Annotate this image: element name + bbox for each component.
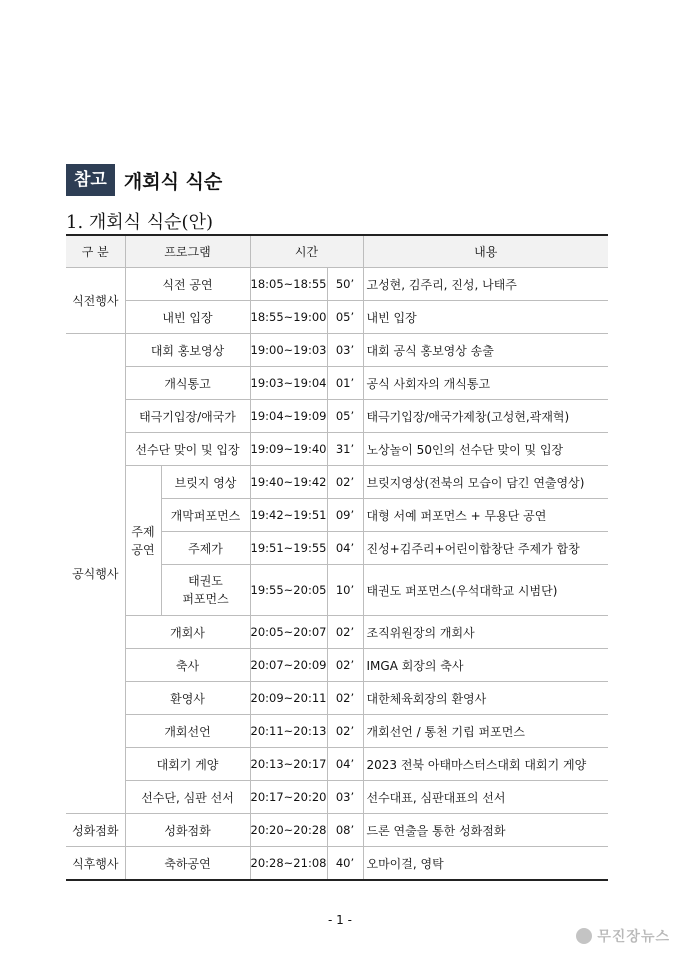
time-cell: 19:42~19:51 bbox=[250, 499, 327, 532]
program-cell: 대회기 게양 bbox=[125, 748, 250, 781]
content-cell: 태극기입장/애국가제창(고성현,곽재혁) bbox=[363, 400, 608, 433]
time-cell: 19:03~19:04 bbox=[250, 367, 327, 400]
program-cell: 개식통고 bbox=[125, 367, 250, 400]
header-time: 시간 bbox=[250, 235, 363, 268]
time-cell: 20:13~20:17 bbox=[250, 748, 327, 781]
category-cell: 공식행사 bbox=[66, 334, 125, 814]
program-cell: 식전 공연 bbox=[125, 268, 250, 301]
duration-cell: 01’ bbox=[327, 367, 363, 400]
content-cell: 오마이걸, 영탁 bbox=[363, 847, 608, 881]
header-category: 구 분 bbox=[66, 235, 125, 268]
duration-cell: 03’ bbox=[327, 334, 363, 367]
time-cell: 19:55~20:05 bbox=[250, 565, 327, 616]
table-row bbox=[66, 814, 608, 847]
reference-badge: 참고 bbox=[66, 164, 115, 196]
time-cell: 19:51~19:55 bbox=[250, 532, 327, 565]
content-cell: 개회선언 / 통천 기립 퍼포먼스 bbox=[363, 715, 608, 748]
table-row bbox=[66, 334, 608, 367]
duration-cell: 10’ bbox=[327, 565, 363, 616]
ceremony-schedule-table bbox=[66, 234, 608, 881]
time-cell: 19:04~19:09 bbox=[250, 400, 327, 433]
time-cell: 19:09~19:40 bbox=[250, 433, 327, 466]
time-cell: 20:07~20:09 bbox=[250, 649, 327, 682]
table-row bbox=[66, 433, 608, 466]
content-cell: 조직위원장의 개회사 bbox=[363, 616, 608, 649]
duration-cell: 08’ bbox=[327, 814, 363, 847]
program-cell: 선수단 맞이 및 입장 bbox=[125, 433, 250, 466]
table-row bbox=[66, 616, 608, 649]
table-row bbox=[66, 649, 608, 682]
program-cell: 주제가 bbox=[161, 532, 250, 565]
duration-cell: 02’ bbox=[327, 466, 363, 499]
time-cell: 20:20~20:28 bbox=[250, 814, 327, 847]
program-cell: 축사 bbox=[125, 649, 250, 682]
time-cell: 20:28~21:08 bbox=[250, 847, 327, 881]
duration-cell: 31’ bbox=[327, 433, 363, 466]
time-cell: 20:05~20:07 bbox=[250, 616, 327, 649]
content-cell: 고성현, 김주리, 진성, 나태주 bbox=[363, 268, 608, 301]
section-header bbox=[66, 164, 222, 196]
duration-cell: 02’ bbox=[327, 649, 363, 682]
table-row bbox=[66, 400, 608, 433]
header-content: 내용 bbox=[363, 235, 608, 268]
table-row bbox=[66, 748, 608, 781]
watermark bbox=[576, 926, 670, 946]
content-cell: 태권도 퍼포먼스(우석대학교 시범단) bbox=[363, 565, 608, 616]
section-title: 개회식 식순 bbox=[123, 170, 223, 193]
program-cell: 성화점화 bbox=[125, 814, 250, 847]
program-cell: 태극기입장/애국가 bbox=[125, 400, 250, 433]
table-header-row bbox=[66, 235, 608, 268]
content-cell: 선수대표, 심판대표의 선서 bbox=[363, 781, 608, 814]
content-cell: 내빈 입장 bbox=[363, 301, 608, 334]
subcategory-cell: 주제 공연 bbox=[125, 466, 161, 616]
content-cell: 노상놀이 50인의 선수단 맞이 및 입장 bbox=[363, 433, 608, 466]
subtitle: 1. 개회식 식순(안) bbox=[66, 212, 213, 233]
table-row bbox=[66, 781, 608, 814]
content-cell: 진성+김주리+어린이합창단 주제가 합창 bbox=[363, 532, 608, 565]
program-cell: 선수단, 심판 선서 bbox=[125, 781, 250, 814]
table-row bbox=[66, 682, 608, 715]
program-cell: 개회사 bbox=[125, 616, 250, 649]
table-row bbox=[66, 268, 608, 301]
watermark-text: 무진장뉴스 bbox=[597, 929, 670, 945]
time-cell: 20:09~20:11 bbox=[250, 682, 327, 715]
duration-cell: 02’ bbox=[327, 715, 363, 748]
duration-cell: 02’ bbox=[327, 682, 363, 715]
program-cell: 내빈 입장 bbox=[125, 301, 250, 334]
program-cell: 대회 홍보영상 bbox=[125, 334, 250, 367]
page-number: - 1 - bbox=[328, 913, 352, 927]
content-cell: 대회 공식 홍보영상 송출 bbox=[363, 334, 608, 367]
duration-cell: 05’ bbox=[327, 301, 363, 334]
table-row bbox=[66, 466, 608, 499]
duration-cell: 02’ bbox=[327, 616, 363, 649]
duration-cell: 05’ bbox=[327, 400, 363, 433]
program-cell: 축하공연 bbox=[125, 847, 250, 881]
watermark-logo-icon bbox=[576, 928, 592, 944]
program-cell: 개회선언 bbox=[125, 715, 250, 748]
program-cell: 태권도 퍼포먼스 bbox=[161, 565, 250, 616]
content-cell: 대한체육회장의 환영사 bbox=[363, 682, 608, 715]
header-program: 프로그램 bbox=[125, 235, 250, 268]
duration-cell: 09’ bbox=[327, 499, 363, 532]
category-cell: 성화점화 bbox=[66, 814, 125, 847]
program-cell: 환영사 bbox=[125, 682, 250, 715]
table-row bbox=[66, 367, 608, 400]
time-cell: 18:05~18:55 bbox=[250, 268, 327, 301]
program-cell: 브릿지 영상 bbox=[161, 466, 250, 499]
table-row bbox=[66, 847, 608, 881]
program-cell: 개막퍼포먼스 bbox=[161, 499, 250, 532]
duration-cell: 04’ bbox=[327, 748, 363, 781]
duration-cell: 03’ bbox=[327, 781, 363, 814]
table-row bbox=[66, 715, 608, 748]
time-cell: 20:11~20:13 bbox=[250, 715, 327, 748]
duration-cell: 04’ bbox=[327, 532, 363, 565]
table-row bbox=[66, 301, 608, 334]
content-cell: IMGA 회장의 축사 bbox=[363, 649, 608, 682]
duration-cell: 40’ bbox=[327, 847, 363, 881]
content-cell: 드론 연출을 통한 성화점화 bbox=[363, 814, 608, 847]
content-cell: 공식 사회자의 개식통고 bbox=[363, 367, 608, 400]
time-cell: 19:40~19:42 bbox=[250, 466, 327, 499]
content-cell: 브릿지영상(전북의 모습이 담긴 연출영상) bbox=[363, 466, 608, 499]
time-cell: 19:00~19:03 bbox=[250, 334, 327, 367]
category-cell: 식전행사 bbox=[66, 268, 125, 334]
content-cell: 대형 서예 퍼포먼스 + 무용단 공연 bbox=[363, 499, 608, 532]
time-cell: 20:17~20:20 bbox=[250, 781, 327, 814]
content-cell: 2023 전북 아태마스터스대회 대회기 게양 bbox=[363, 748, 608, 781]
time-cell: 18:55~19:00 bbox=[250, 301, 327, 334]
category-cell: 식후행사 bbox=[66, 847, 125, 881]
duration-cell: 50’ bbox=[327, 268, 363, 301]
